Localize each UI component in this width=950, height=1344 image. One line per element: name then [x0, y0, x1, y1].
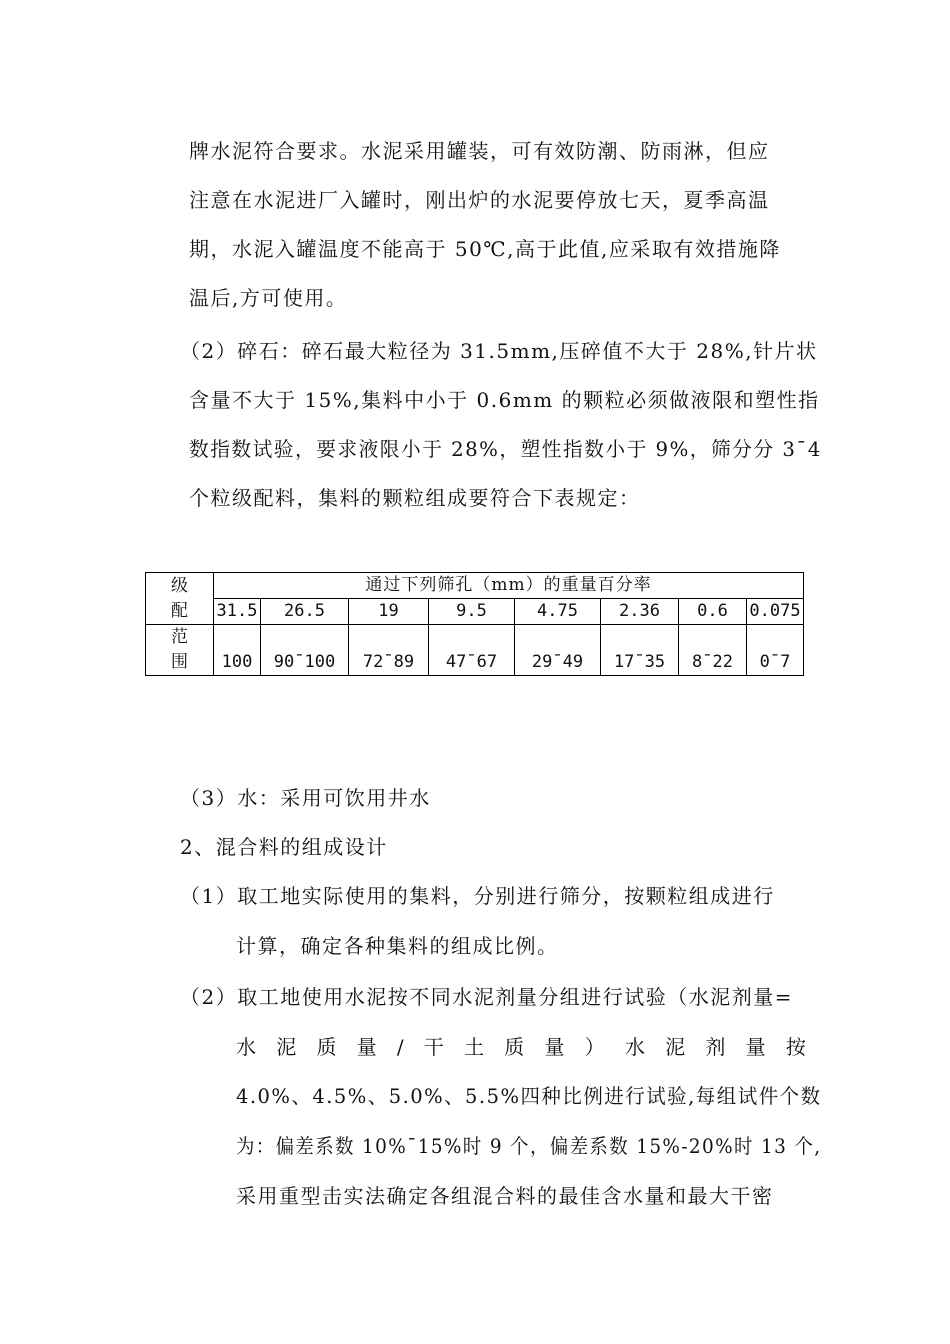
sieve-size-cell: 26.5: [261, 599, 349, 625]
paragraph-gravel-line-4: 个粒级配料，集料的颗粒组成要符合下表规定：: [189, 486, 641, 510]
range-cell: 0¯7: [747, 625, 804, 676]
paragraph-gravel-line-3: 数指数试验，要求液限小于 28%，塑性指数小于 9%，筛分分 3¯4: [189, 437, 822, 461]
paragraph-gravel-line-1: （2）碎石：碎石最大粒径为 31.5mm,压碎值不大于 28%,针片状: [180, 339, 818, 363]
spread-char: 量: [356, 1035, 377, 1059]
sieve-size-cell: 0.6: [679, 599, 747, 625]
corner-label-bottom: 配: [171, 601, 188, 621]
range-row: [146, 625, 804, 676]
spread-char: 剂: [705, 1035, 726, 1059]
grading-table: [145, 572, 804, 676]
item-2-line-2: [236, 1035, 806, 1059]
spread-char: 质: [316, 1035, 337, 1059]
range-cell: 72¯89: [349, 625, 429, 676]
range-cell: 47¯67: [429, 625, 515, 676]
item-2-line-1: （2）取工地使用水泥按不同水泥剂量分组进行试验（水泥剂量=: [180, 985, 793, 1009]
item-2-line-5: 采用重型击实法确定各组混合料的最佳含水量和最大干密: [236, 1184, 774, 1208]
sieve-size-cell: 2.36: [601, 599, 679, 625]
spread-char: 量: [544, 1035, 565, 1059]
paragraph-water: （3）水：采用可饮用井水: [180, 786, 431, 810]
item-2-line-4: 为：偏差系数 10%¯15%时 9 个，偏差系数 15%-20%时 13 个,: [236, 1134, 822, 1158]
spread-char: /: [396, 1035, 404, 1059]
spread-char: 土: [464, 1035, 485, 1059]
spread-char: 质: [504, 1035, 525, 1059]
sieve-header: 通过下列筛孔（mm）的重量百分率: [214, 573, 804, 599]
table-corner-cell: [146, 573, 214, 625]
range-cell: 90¯100: [261, 625, 349, 676]
paragraph-gravel-line-2: 含量不大于 15%,集料中小于 0.6mm 的颗粒必须做液限和塑性指: [189, 388, 820, 412]
range-label-bottom: 围: [171, 652, 188, 672]
sieve-size-cell: 9.5: [429, 599, 515, 625]
range-row-label: [146, 625, 214, 676]
range-cell: 17¯35: [601, 625, 679, 676]
spread-char: 水: [236, 1035, 256, 1059]
range-cell: 8¯22: [679, 625, 747, 676]
sieve-size-cell: 19: [349, 599, 429, 625]
paragraph-cement-line-2: 注意在水泥进厂入罐时，刚出炉的水泥要停放七天，夏季高温: [189, 188, 770, 212]
spread-char: 量: [745, 1035, 766, 1059]
item-1-line-2: 计算，确定各种集料的组成比例。: [236, 934, 559, 958]
spread-char: 泥: [276, 1035, 297, 1059]
range-cell: 100: [214, 625, 261, 676]
table-header-row: [146, 573, 804, 599]
spread-char: 水: [624, 1035, 645, 1059]
spread-char: 按: [785, 1035, 806, 1059]
spread-char: 泥: [665, 1035, 686, 1059]
section-2-heading: 2、混合料的组成设计: [180, 835, 388, 859]
sieve-size-cell: 0.075: [747, 599, 804, 625]
corner-label-top: 级: [171, 576, 188, 596]
item-2-line-3: 4.0%、4.5%、5.0%、5.5%四种比例进行试验,每组试件个数: [236, 1084, 822, 1108]
spread-char: 干: [423, 1035, 444, 1059]
range-label-top: 范: [171, 627, 188, 647]
range-cell: 29¯49: [515, 625, 601, 676]
sieve-size-row: [146, 599, 804, 625]
sieve-size-cell: 4.75: [515, 599, 601, 625]
paragraph-cement-line-1: 牌水泥符合要求。水泥采用罐装，可有效防潮、防雨淋，但应: [189, 139, 770, 163]
paragraph-cement-line-3: 期，水泥入罐温度不能高于 50℃,高于此值,应采取有效措施降: [189, 237, 781, 261]
paragraph-cement-line-4: 温后,方可使用。: [189, 286, 348, 310]
sieve-size-cell: 31.5: [214, 599, 261, 625]
item-1-line-1: （1）取工地实际使用的集料，分别进行筛分，按颗粒组成进行: [180, 884, 775, 908]
spread-char: ）: [584, 1035, 605, 1059]
